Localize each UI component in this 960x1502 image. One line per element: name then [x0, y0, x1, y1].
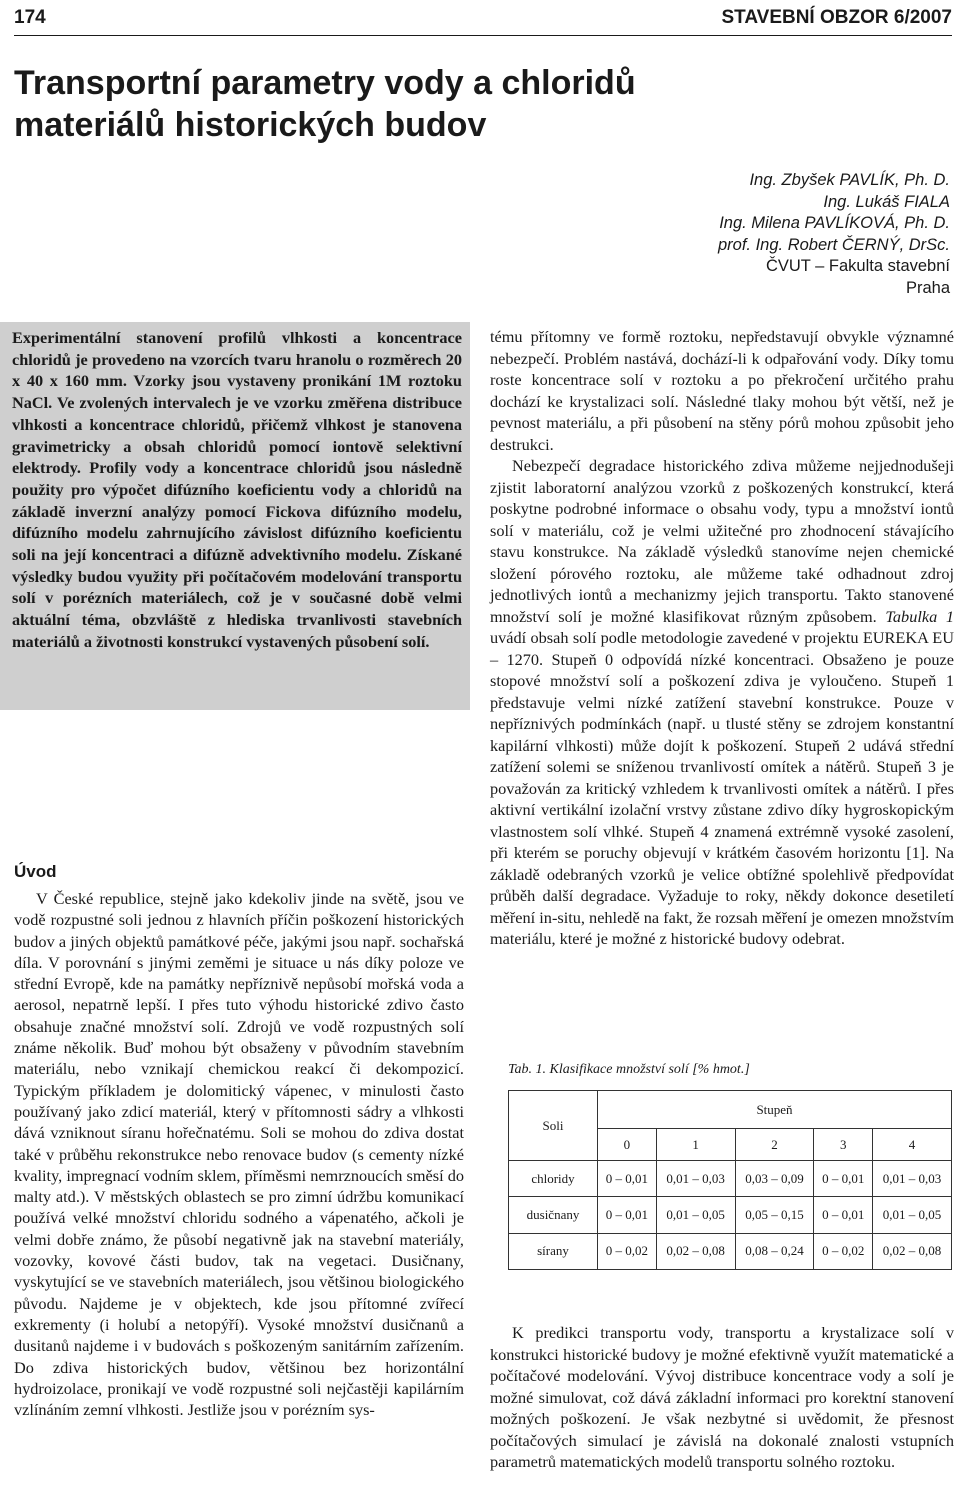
table-cell: 0 – 0,01 [598, 1161, 657, 1197]
table-header-cell: 1 [656, 1129, 735, 1161]
table-header-cell: 3 [814, 1129, 873, 1161]
running-header [14, 4, 952, 32]
right-column [490, 326, 954, 950]
paragraph: tému přítomny ve formě roztoku, nepředstavují obvykle významné nebezpečí. Problém nastává, dochází-li k odpařování vody. Díky tomu roste koncentrace solí v roztoku a po překročení určitého prahu dochází ke krystalizaci solí. Následné tlaky mohou být větší, než je pevnost materiálu, a při působení na stěny pórů mohou způsobit jeho destrukci. [490, 327, 954, 454]
table-row [509, 1161, 952, 1197]
table-cell: 0,01 – 0,05 [656, 1197, 735, 1233]
author: Ing. Lukáš FIALA [823, 192, 950, 211]
table-row [509, 1233, 952, 1269]
paragraph [490, 455, 954, 950]
left-column [14, 862, 464, 1420]
abstract-text: Experimentální stanovení profilů vlhkosti a koncentrace chloridů je provedeno na vzorcích tvaru hranolu o rozměrech 20 x 40 x 160 mm. Vzorky jsou vystaveny pronikání 1M roztoku NaCl. Ve zvolených intervalech je ve vzorku změřena distribuce vlhkosti a koncentrace chloridů, přičemž vlhkost je stanovena gravimetricky a obsah chloridů pomocí iontově selektivní elektrody. Profily vody a koncentrace chloridů jsou následně použity pro výpočet difúzního koeficientu vody a chloridů na základě inverzní analýzy pomocí Fickova difúzního modelu, difúzního modelu zahrnujícího závislost difúzního koeficientu soli na její koncentraci a difúzně advektivního modelu. Získané výsledky budou využity při počítačovém modelování transportu solí v porézních materiálech, což je v současné době velmi aktuální téma, obzvláště z hlediska trvanlivosti stavebních materiálů a životnosti konstrukcí vystavených působení solí. [12, 328, 462, 651]
article-title: Transportní parametry vody a chloridů materiálů historických budov [14, 64, 636, 144]
page-number: 174 [14, 7, 46, 28]
table-cell: 0,08 – 0,24 [735, 1233, 814, 1269]
table-cell: 0 – 0,02 [598, 1233, 657, 1269]
paragraph-text: Nebezpečí degradace historického zdiva můžeme nejjednodušeji zjistit laboratorní analýzou vzorků z poškozených konstrukcí, která poskytne podrobné informace o obsahu vody, typu a množství iontů solí v materiálu, což je velmi užitečné pro zhodnocení stávajícího stavu konstrukce. Na základě výsledků stanovíme nejen chemické složení pórového roztoku, ale můžeme také odhadnout zdroj jednotlivých iontů a mechanizmy jejich transportu. Takto stanovené množství solí je možné klasifikovat různým způsobem. [490, 456, 954, 626]
table-cell: 0,05 – 0,15 [735, 1197, 814, 1233]
affiliation-faculty: ČVUT – Fakulta stavební [765, 257, 950, 275]
paragraph: K predikci transportu vody, transportu a krystalizace solí v konstrukci historické budovy je možné efektivně využít matematické a počítačové modelování. Vývoj distribuce koncentrace vody a solí je možné simulovat, což dává základní informaci pro korektní stanovení možných poškození. Je však nezbytné si uvědomit, že přesnost počítačových simulací je závislá na dokonalé znalosti vstupních parametrů matematických modelů transportu solného roztoku. [490, 1323, 954, 1471]
affiliation-city: Praha [905, 278, 950, 297]
salt-classification-table [508, 1090, 952, 1270]
table-cell: 0,01 – 0,05 [873, 1197, 952, 1233]
table-cell: chloridy [509, 1161, 598, 1197]
abstract-box [0, 322, 470, 710]
table-cell: 0 – 0,01 [814, 1161, 873, 1197]
right-column-lower [490, 1322, 954, 1473]
table-reference: Tabulka 1 [885, 606, 954, 626]
table-cell: 0,02 – 0,08 [656, 1233, 735, 1269]
table-header-cell: 0 [598, 1129, 657, 1161]
table-header-cell: 2 [735, 1129, 814, 1161]
author: Ing. Zbyšek PAVLÍK, Ph. D. [749, 171, 950, 189]
table-cell: 0,01 – 0,03 [656, 1161, 735, 1197]
table-cell: 0 – 0,01 [814, 1197, 873, 1233]
header-rule [14, 35, 952, 36]
author: prof. Ing. Robert ČERNÝ, DrSc. [718, 235, 950, 254]
table-cell: 0,02 – 0,08 [873, 1233, 952, 1269]
table-cell: 0,03 – 0,09 [735, 1161, 814, 1197]
table-cell: 0,01 – 0,03 [873, 1161, 952, 1197]
paragraph-text: uvádí obsah solí podle metodologie zavedené v projektu EUREKA EU – 1270. Stupeň 0 odpovídá nízké koncentraci. Obsaženo je pouze stopové množství solí a poškození zdiva je vyloučeno. Stupeň 1 představuje velmi nízké zatížení stavební konstrukce. Pouze v nepříznivých podmínkách (např. u tlusté stěny se zdrojem konstantní kapilární vlhkosti) může dojít k poškození. Stupeň 2 udává střední zatížení solemi se sníženou trvanlivostí omítek a nátěrů. Stupeň 3 je považován za kritický vzhledem k trvanlivosti omítek a nátěrů. I přes aktivní vertikální izolační vrstvy zůstane zdivo díky hygroskopickým vlastnostem solí vlhké. Stupeň 4 znamená extrémně vysoké zasolení, při kterém se poruchy objevují v krátkém časovém horizontu [1]. Na základě odebraných vzorků je velice obtížné spolehlivě předpovídat průběh další degradace. Vyžaduje to roky, někdy dokonce desetiletí měření in-situ, nehledě na fakt, že rozsah měření je omezen množstvím materiálu, které je možné z historické budovy odebrat. [490, 628, 954, 948]
table-row [509, 1197, 952, 1233]
table-cell: sírany [509, 1233, 598, 1269]
intro-paragraph: V České republice, stejně jako kdekoliv jinde na světě, jsou ve vodě rozpustné soli jednou z hlavních příčin poškození historických budov a jiných objektů památkové péče, jakými jsou např. sochařská díla. V porovnání s jinými zeměmi je situace u nás díky poloze ve střední Evropě, kde na památky nepříznivě nepůsobí mořská voda a aerosol, nepatrně lepší. I přes tuto výhodu historické zdivo často obsahuje značné množství solí. Zdrojů ve vodě rozpustných solí známe několik. Buď mohou být obsaženy v původním stavebním materiálu, nebo vznikají chemickou reakcí či dekompozicí. Typickým příkladem je dolomitický vápenec, v minulosti často používaný jako zdicí materiál, který v přítomnosti sádry a vlhkosti dává vzniknout síranu hořečnatému. Soli se mohou do zdiva dostat také v průběhu rekonstrukce nebo renovace budov (s cementy nízké kvality, impregnací vodním sklem, příměsmi nemrznoucích směsí do malty atd.). V městských oblastech se pro zimní údržbu komunikací používá velké množství chloridu sodného a vápenatého, ačkoli je velmi dobře známo, že působí negativně jak na stavební materiály, vozovky, kovové části budov, tak na vegetaci. Dusičnany, vyskytující se ve stavebních materiálech, jsou většinou biologického původu. Najdeme je v objektech, kde jsou přítomné zvířecí exkrementy (i holubí a netopýří). Vysoké množství dusičnanů a dusitanů najdeme i v budovách s poškozeným sanitárním zařízením. Do zdiva historických budov, většinou bez horizontální hydroizolace, pronikají ve vodě rozpustné soli nejčastěji kapilárním vzlínáním zemní vlhkosti. Jestliže jsou v porézním sys- [14, 889, 464, 1420]
table-cell: dusičnany [509, 1197, 598, 1233]
table-group-header: Stupeň [598, 1091, 952, 1129]
author-block [718, 170, 950, 299]
table-caption: Tab. 1. Klasifikace množství solí [% hmot.] [508, 1062, 750, 1077]
section-heading-intro: Úvod [14, 862, 57, 881]
author: Ing. Milena PAVLÍKOVÁ, Ph. D. [719, 214, 950, 232]
table-header-cell: 4 [873, 1129, 952, 1161]
table-cell: 0 – 0,02 [814, 1233, 873, 1269]
table-cell: 0 – 0,01 [598, 1197, 657, 1233]
journal-issue: STAVEBNÍ OBZOR 6/2007 [721, 7, 952, 28]
table-header-cell: Soli [509, 1091, 598, 1161]
